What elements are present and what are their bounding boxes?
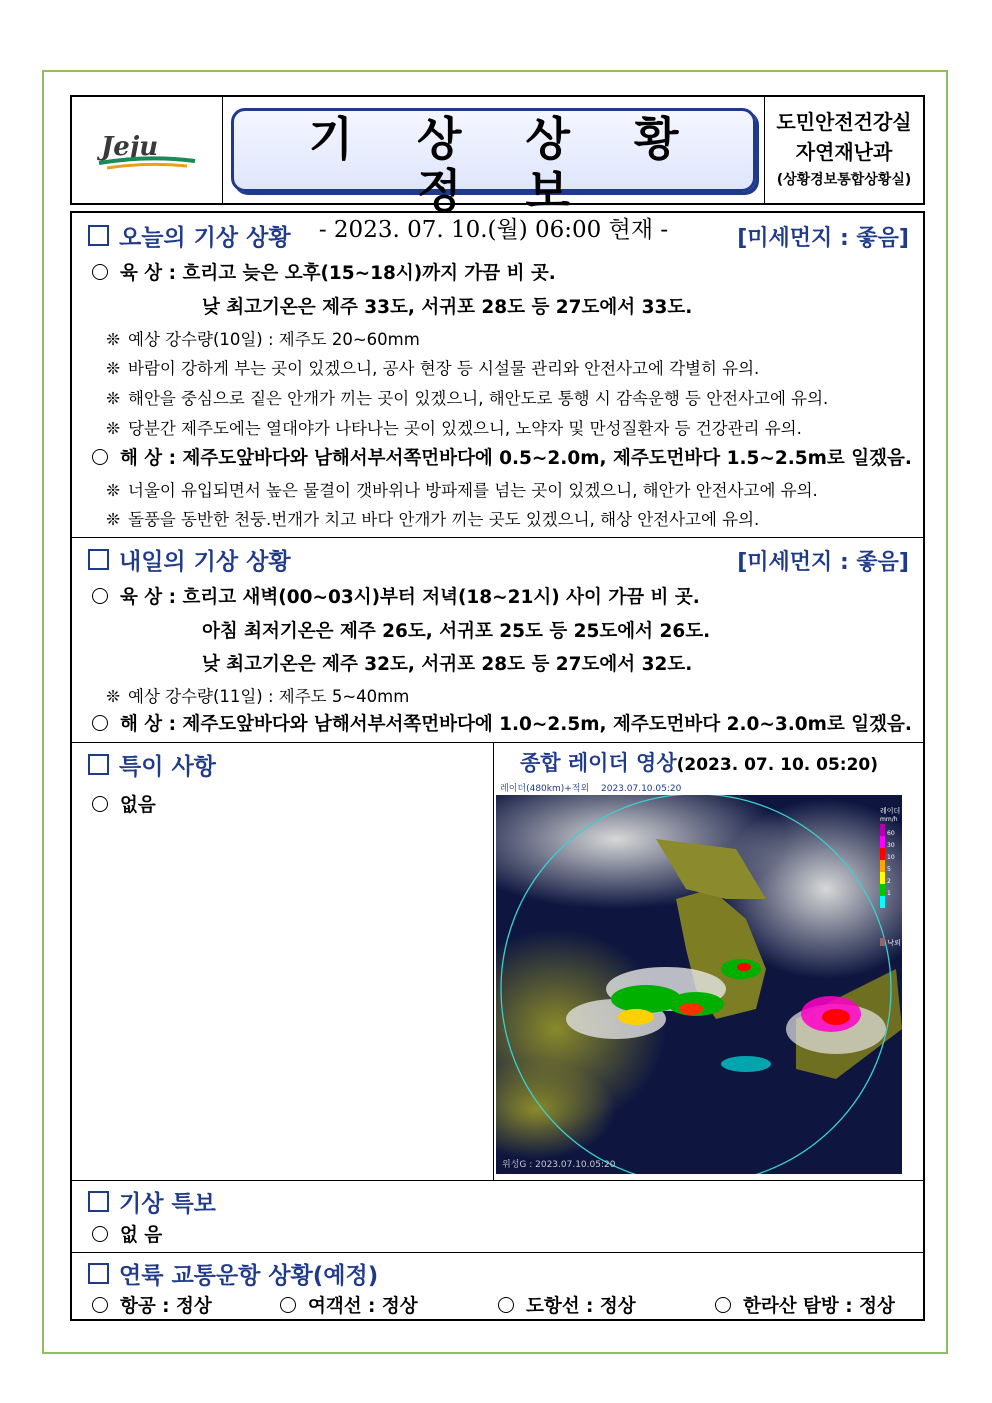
today-note-4: ❊ 당분간 제주도에는 열대야가 나타나는 곳이 있겠으니, 노약자 및 만성질환자 등 건강관리 유의.	[92, 415, 802, 439]
note-mark-icon: ❊	[106, 330, 120, 349]
note-mark-icon: ❊	[106, 481, 120, 500]
divider	[72, 1180, 923, 1181]
note-mark-icon: ❊	[106, 687, 120, 706]
legend-value: 60	[887, 830, 895, 837]
tomorrow-land-line3: 낮 최고기온은 제주 32도, 서귀포 28도 등 27도에서 32도.	[202, 654, 693, 675]
tomorrow-sea: 해 상 : 제주도앞바다와 남해서부서쪽먼바다에 1.0~2.5m, 제주도먼바다 2.0~3.0m로 일겠음.	[92, 710, 912, 736]
circle-bullet-icon	[92, 588, 108, 604]
checkbox-icon	[88, 225, 109, 246]
legend-value: 1	[887, 890, 891, 897]
legend-lightning: 낙뢰	[880, 938, 902, 948]
circle-bullet-icon	[92, 1226, 108, 1242]
legend-unit: mm/h	[880, 816, 898, 823]
note-mark-icon: ❊	[106, 419, 120, 438]
legend-value: 2	[887, 878, 891, 885]
legend-swatch	[880, 860, 885, 872]
special-item: 없음	[92, 791, 156, 817]
report-date: - 2023. 07. 10.(월) 06:00 현재 -	[318, 217, 669, 243]
radar-map	[496, 779, 902, 1174]
divider	[72, 742, 923, 743]
title-area	[223, 97, 765, 243]
divider	[72, 1252, 923, 1253]
circle-bullet-icon	[280, 1297, 296, 1313]
divider	[72, 537, 923, 538]
circle-bullet-icon	[92, 449, 108, 465]
checkbox-icon	[88, 1263, 109, 1284]
legend-swatch	[880, 848, 885, 860]
today-heading: 오늘의 기상 상황	[88, 219, 291, 252]
today-sea-note-2: ❊ 돌풍을 동반한 천둥.번개가 치고 바다 안개가 끼는 곳도 있겠으니, 해상 안전사고에 유의.	[92, 506, 759, 530]
circle-bullet-icon	[92, 264, 108, 280]
today-land-line2: 낮 최고기온은 제주 33도, 서귀포 28도 등 27도에서 33도.	[202, 297, 693, 318]
legend-value: 10	[887, 854, 895, 861]
circle-bullet-icon	[715, 1297, 731, 1313]
tomorrow-pm-status: [미세먼지 : 좋음]	[737, 550, 909, 575]
today-note-3: ❊ 해안을 중심으로 짙은 안개가 끼는 곳이 있겠으니, 해안도로 통행 시 감속운행 등 안전사고에 유의.	[92, 385, 828, 409]
special-heading: 특이 사항	[88, 748, 216, 781]
radar-bottom-label: 위성G : 2023.07.10.05:20	[502, 1160, 616, 1170]
transport-hallasan: 한라산 탐방 : 정상	[715, 1292, 895, 1318]
radar-title	[520, 747, 878, 777]
tomorrow-note: ❊ 예상 강수량(11일) : 제주도 5~40mm	[92, 683, 409, 707]
department	[765, 97, 923, 203]
transport-air: 항공 : 정상	[92, 1292, 212, 1318]
radar-image	[496, 779, 902, 1174]
today-note-1: ❊ 예상 강수량(10일) : 제주도 20~60mm	[92, 326, 420, 350]
radar-heading: 종합 레이더 영상	[520, 751, 677, 775]
legend-swatch	[880, 836, 885, 848]
tomorrow-land-line1: 육 상 : 흐리고 새벽(00~03시)부터 저녁(18~21시) 사이 가끔 비 곳.	[92, 583, 700, 609]
legend-value: 5	[887, 866, 891, 873]
legend-swatch	[880, 896, 885, 908]
circle-bullet-icon	[498, 1297, 514, 1313]
transport-island: 도항선 : 정상	[498, 1292, 636, 1318]
title-banner	[231, 108, 756, 243]
today-pm-status: [미세먼지 : 좋음]	[737, 226, 909, 251]
checkbox-icon	[88, 754, 109, 775]
main-body	[70, 211, 925, 1321]
dept-line1: 도민안전건강실	[776, 110, 912, 134]
tomorrow-heading: 내일의 기상 상황	[88, 543, 291, 576]
jeju-logo	[72, 97, 223, 203]
legend-title: 레이더	[880, 807, 901, 815]
checkbox-icon	[88, 1191, 109, 1212]
legend-value: 30	[887, 842, 895, 849]
dept-line3: (상황경보통합상황실)	[776, 172, 912, 188]
checkbox-icon	[88, 549, 109, 570]
note-mark-icon: ❊	[106, 389, 120, 408]
column-divider	[493, 742, 494, 1180]
legend-swatch	[880, 884, 885, 896]
today-sea-note-1: ❊ 너울이 유입되면서 높은 물결이 갯바위나 방파제를 넘는 곳이 있겠으니, 해안가 안전사고에 유의.	[92, 477, 818, 501]
legend-color-bar	[880, 824, 885, 908]
radar-time: (2023. 07. 10. 05:20)	[676, 755, 879, 775]
note-mark-icon: ❊	[106, 510, 120, 529]
today-note-2: ❊ 바람이 강하게 부는 곳이 있겠으니, 공사 현장 등 시설물 관리와 안전사고에 각별히 유의.	[92, 355, 759, 379]
today-land-line1: 육 상 : 흐리고 늦은 오후(15~18시)까지 가끔 비 곳.	[92, 259, 556, 285]
transport-ferry: 여객선 : 정상	[280, 1292, 418, 1318]
circle-bullet-icon	[92, 1297, 108, 1313]
legend-swatch	[880, 824, 885, 836]
legend-swatch	[880, 872, 885, 884]
radar-img-label: 레이더(480km)+적외	[500, 784, 590, 794]
page-title: 기 상 상 황 정 보	[308, 112, 703, 218]
tomorrow-land-line2: 아침 최저기온은 제주 26도, 서귀포 25도 등 25도에서 26도.	[202, 621, 711, 642]
transport-heading: 연륙 교통운항 상황(예정)	[88, 1257, 378, 1290]
warning-heading: 기상 특보	[88, 1185, 216, 1218]
today-sea: 해 상 : 제주도앞바다와 남해서부서쪽먼바다에 0.5~2.0m, 제주도먼바다 1.5~2.5m로 일겠음.	[92, 444, 912, 470]
dept-line2: 자연재난과	[795, 140, 893, 164]
lightning-swatch	[880, 938, 885, 946]
warning-item: 없 음	[92, 1221, 162, 1247]
circle-bullet-icon	[92, 715, 108, 731]
radar-img-time: 2023.07.10.05:20	[601, 784, 682, 794]
jeju-logo-mark	[87, 125, 207, 175]
radar-legend	[880, 807, 902, 1174]
legend-scale	[880, 824, 902, 908]
circle-bullet-icon	[92, 796, 108, 812]
logo-text: Jeju	[101, 132, 159, 162]
note-mark-icon: ❊	[106, 359, 120, 378]
